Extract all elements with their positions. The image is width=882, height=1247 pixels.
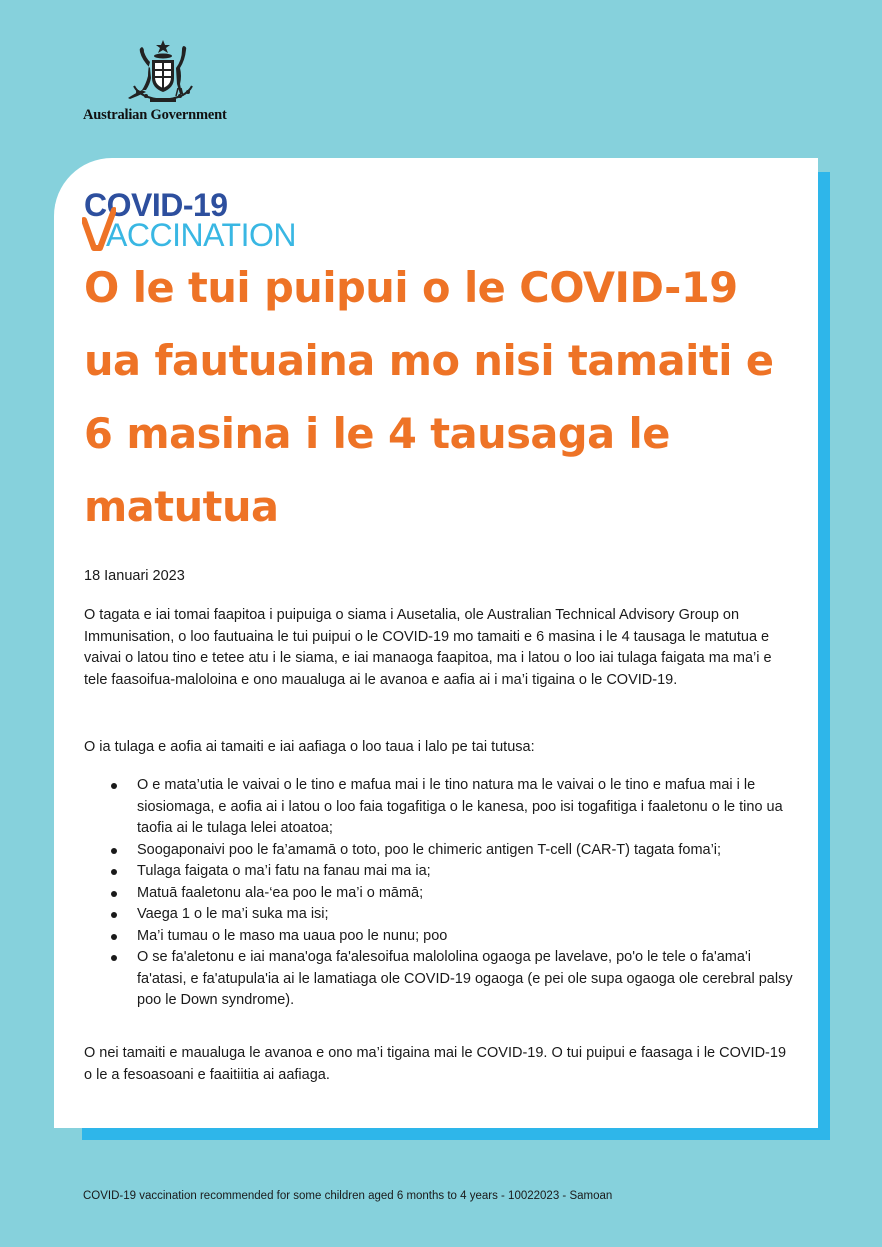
list-item: Matuā faaletonu ala-‘ea poo le ma’i o māmā;	[84, 883, 796, 905]
logo-line-covid: COVID-19	[84, 187, 228, 223]
conditions-lead-paragraph: O ia tulaga e aofia ai tamaiti e iai aafiaga o loo taua i lalo pe tai tutusa:	[84, 739, 535, 755]
footer-text: COVID-19 vaccination recommended for some children aged 6 months to 4 years - 10022023 - Samoan	[83, 1190, 613, 1202]
government-name: Australian Government	[83, 107, 227, 123]
list-item: O e mata’utia le vaivai o le tino e mafua mai i le tino natura ma le vaivai o le tino e mafua mai i le siosiomaga, e aofia ai i latou o loo faia togafitiga o le kanesa, poo isi togafitiga i faaletonu o le tino ua taofia ai le tulaga lelei atoatoa;	[84, 775, 796, 840]
covid-vaccination-logo	[84, 188, 324, 252]
intro-paragraph: O tagata e iai tomai faapitoa i puipuiga o siama i Ausetalia, ole Australian Technical Advisory Group on Immunisation, o loo fautuaina le tui puipui o le COVID-19 mo tamaiti e 6 masina i le 4 tausaga le matutua e vaivai o latou tino e tetee atu i le siama, e iai manaoga faapitoa, ma i latou o loo iai tulaga faigata ma ma’i e tele faasoifua-maloloina e ono maualuga ai le avanoa e aafia ai i ma’i tigaina o le COVID-19.	[84, 607, 772, 688]
list-item: O se fa'aletonu e iai mana'oga fa'alesoifua malololina ogaoga pe lavelave, po'o le tele o fa'ama'i fa'atasi, e fa'atupula'ia ai le lamatiaga ole COVID-19 ogaoga (e pei ole supa ogaoga ole cerebral palsy poo le Down syndrome).	[84, 947, 796, 1012]
list-item: Ma’i tumau o le maso ma uaua poo le nunu; poo	[84, 926, 796, 948]
content-card	[54, 158, 818, 1128]
page-title: O le tui puipui o le COVID-19 ua fautuaina mo nisi tamaiti e 6 masina i le 4 tausaga le matutua	[84, 263, 774, 531]
government-branding	[80, 38, 250, 128]
logo-line-vaccination: ACCINATION	[106, 217, 296, 253]
commonwealth-coat-of-arms-icon	[120, 38, 206, 104]
list-item: Soogaponaivi poo le fa’amamā o toto, poo le chimeric antigen T-cell (CAR-T) tagata foma’i;	[84, 840, 796, 862]
publication-date: 18 Ianuari 2023	[84, 568, 185, 584]
list-item: Vaega 1 o le ma’i suka ma isi;	[84, 904, 796, 926]
conditions-list	[84, 775, 796, 1012]
list-item: Tulaga faigata o ma’i fatu na fanau mai ma ia;	[84, 861, 796, 883]
closing-paragraph: O nei tamaiti e maualuga le avanoa e ono ma’i tigaina mai le COVID-19. O tui puipui e faasaga i le COVID-19 o le a fesoasoani e faaitiitia ai aafiaga.	[84, 1045, 787, 1083]
